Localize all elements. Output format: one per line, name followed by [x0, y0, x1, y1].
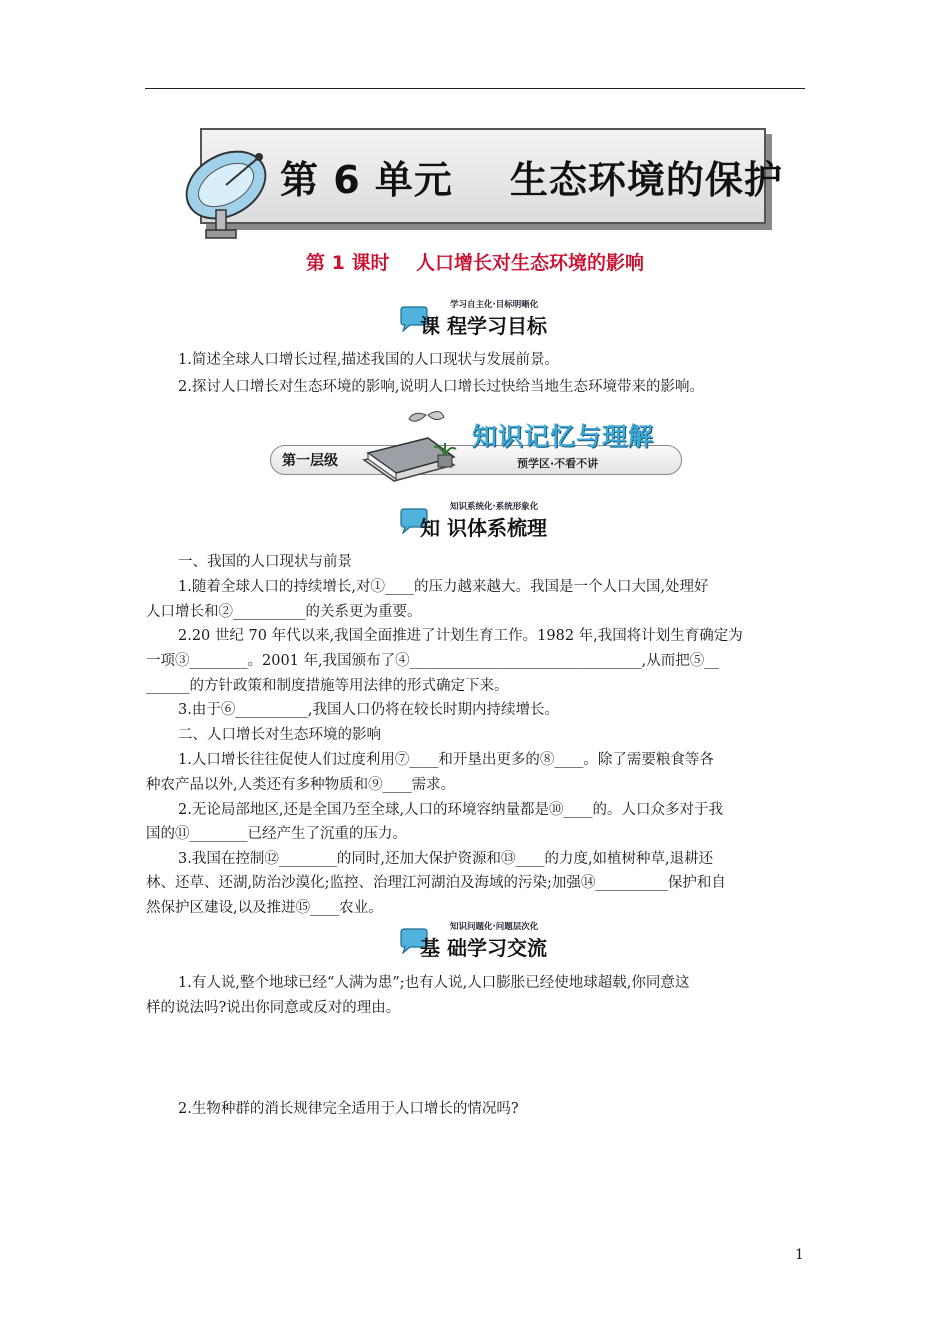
- goal-line: 2.探讨人口增长对生态环境的影响,说明人口增长过快给当地生态环境带来的影响。: [178, 379, 704, 395]
- level-banner: [262, 405, 687, 485]
- knowledge-line: 然保护区建设,以及推进⑮____农业。: [146, 900, 383, 916]
- level-heading: 知识记忆与理解: [472, 422, 655, 451]
- section-title: 课 程学习目标: [420, 314, 547, 338]
- section-title: 基 础学习交流: [420, 936, 547, 960]
- knowledge-line: 3.我国在控制⑫________的同时,还加大保护资源和⑬____的力度,如植树种草,退耕还: [178, 851, 714, 867]
- knowledge-line: 种农产品以外,人类还有多种物质和⑨____需求。: [146, 777, 456, 793]
- knowledge-line: 一、我国的人口现状与前景: [178, 554, 352, 570]
- section-tagline: 知识系统化·系统形象化: [450, 502, 539, 512]
- book-icon: [354, 405, 464, 483]
- lesson-title: 第 1 课时 人口增长对生态环境的影响: [306, 252, 644, 274]
- question-line: 2.生物种群的消长规律完全适用于人口增长的情况吗?: [178, 1101, 519, 1117]
- unit-title: 第 6 单元 生态环境的保护: [280, 158, 783, 202]
- level-subtitle: 预学区·不看不讲: [517, 457, 599, 470]
- level-label: 第一层级: [282, 453, 338, 469]
- question-line: 样的说法吗?说出你同意或反对的理由。: [146, 1000, 401, 1016]
- knowledge-line: 2.20 世纪 70 年代以来,我国全面推进了计划生育工作。1982 年,我国将计划生育确定为: [178, 628, 743, 644]
- goal-line: 1.简述全球人口增长过程,描述我国的人口现状与发展前景。: [178, 352, 559, 368]
- section-tagline: 知识问题化·问题层次化: [450, 922, 539, 932]
- knowledge-line: 1.人口增长往往促使人们过度利用⑦____和开垦出更多的⑧____。除了需要粮食等各: [178, 752, 714, 768]
- knowledge-line: 林、还草、还湖,防治沙漠化;监控、治理江河湖泊及海域的污染;加强⑭__________保护和自: [146, 875, 726, 891]
- satellite-dish-icon: [176, 140, 286, 245]
- section-header-system: [398, 500, 598, 544]
- knowledge-line: 2.无论局部地区,还是全国乃至全球,人口的环境容纳量都是⑩____的。人口众多对于我: [178, 802, 724, 818]
- top-rule: [145, 88, 805, 89]
- knowledge-line: 一项③________。2001 年,我国颁布了④________________________________,从而把⑤__: [146, 653, 719, 669]
- knowledge-line: 国的⑪________已经产生了沉重的压力。: [146, 826, 407, 842]
- section-header-goals: [398, 298, 598, 342]
- knowledge-line: ______的方针政策和制度措施等用法律的形式确定下来。: [146, 678, 509, 694]
- section-header-basic: [398, 920, 598, 964]
- knowledge-line: 二、人口增长对生态环境的影响: [178, 727, 381, 743]
- section-tagline: 学习自主化·目标明晰化: [450, 300, 539, 310]
- page-number: 1: [795, 1247, 804, 1263]
- question-line: 1.有人说,整个地球已经“人满为患”;也有人说,人口膨胀已经使地球超载,你同意这: [178, 975, 690, 991]
- knowledge-line: 1.随着全球人口的持续增长,对①____的压力越来越大。我国是一个人口大国,处理好: [178, 579, 709, 595]
- knowledge-line: 3.由于⑥__________,我国人口仍将在较长时期内持续增长。: [178, 702, 559, 718]
- section-title: 知 识体系梳理: [420, 516, 547, 540]
- knowledge-line: 人口增长和②__________的关系更为重要。: [146, 604, 422, 620]
